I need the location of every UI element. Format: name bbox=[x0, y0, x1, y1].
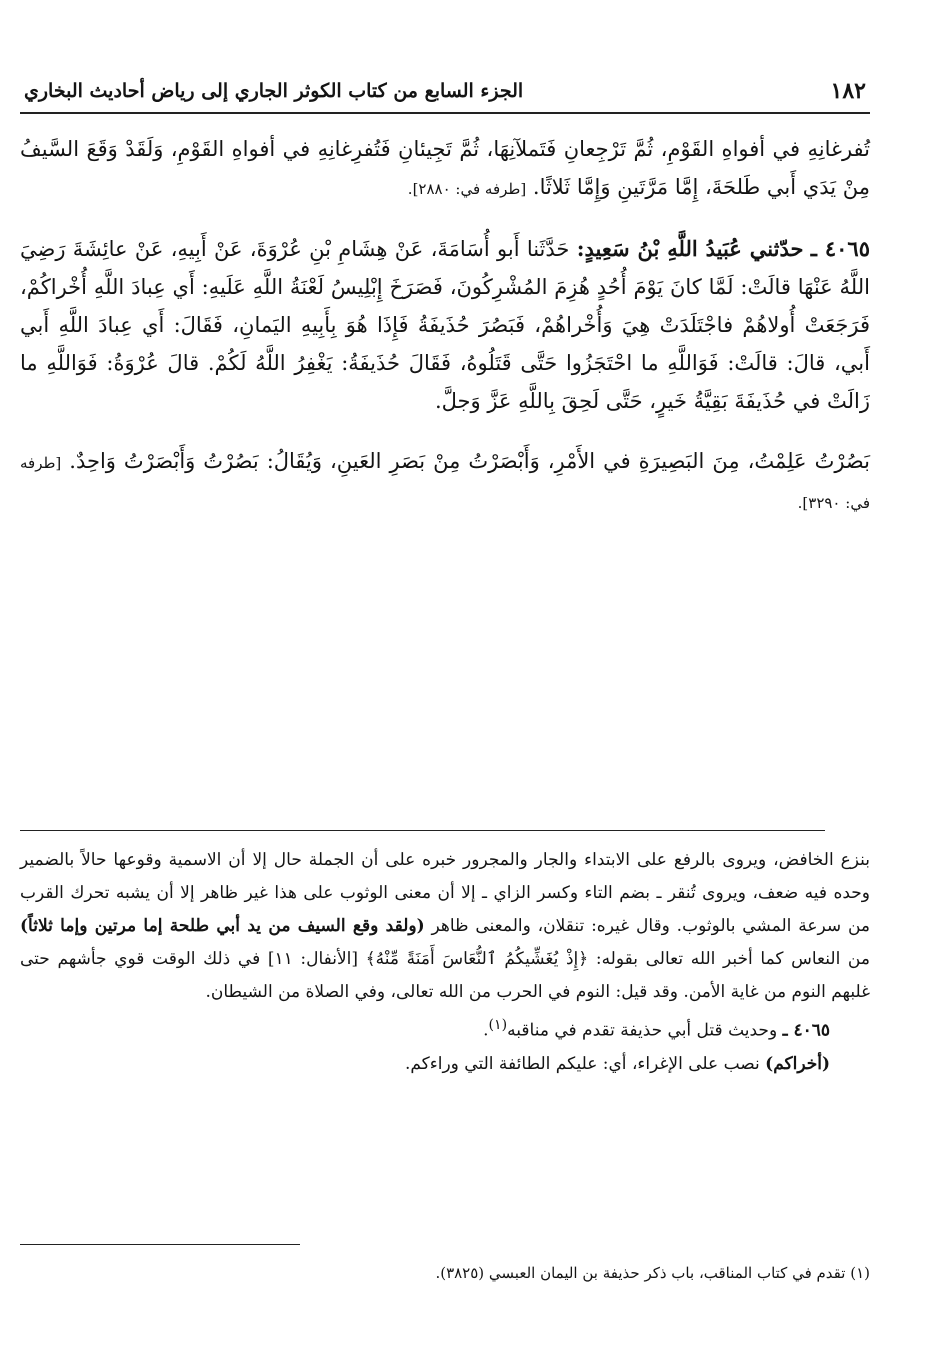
footnote-text: (١) تقدم في كتاب المناقب، باب ذكر حذيفة بن اليمان العبسي (٣٨٢٥). bbox=[435, 1264, 870, 1282]
hadith-text: حَدَّثَنا أَبو أُسَامَةَ، عَنْ هِشَامِ بْنِ عُرْوَةَ، عَنْ أَبِيهِ، عَنْ عائِشَةَ رَضِيَ اللَّهُ عَنْهَا قالَتْ: لَمَّا كانَ يَوْمَ أُحُدٍ هُزِمَ المُشْرِكُونَ، فَصَرَخَ إِبْلِيسُ لَعْنَةُ اللَّهِ عَلَيهِ: أَي عِبادَ اللَّهِ أُخْراكُمْ، فَرَجَعَتْ أُولاهُمْ فاجْتَلَدَتْ هِيَ وَأُخْراهُمْ، فَبَصُرَ حُذَيفَةُ فَإِذَا هُوَ بِأَبِيهِ اليَمانِ، فَقَالَ: أَي عِبادَ اللَّهِ أَبي أَبي، قالَ: قالَتْ: فَوَاللَّهِ ما احْتَجَزُوا حَتَّى قَتَلُوهُ، فَقَالَ حُذَيفَةُ: يَغْفِرُ اللَّهُ لَكُمْ. قالَ عُرْوَةُ: فَوَاللَّهِ ما زَالَتْ في حُذَيفَةَ بَقِيَّةُ خَيرٍ، حَتَّى لَحِقَ بِاللَّهِ عَزَّ وَجلَّ. bbox=[20, 237, 871, 413]
cross-reference: [طرفه في: ٢٨٨٠]. bbox=[407, 180, 527, 198]
commentary-text: وحديث قتل أبي حذيفة تقدم في مناقبه bbox=[507, 1020, 778, 1041]
explanation-paragraph bbox=[20, 442, 870, 522]
commentary-quote: (ولقد وقع السيف من يد أبي طلحة إما مرتين وإما ثلاثاً) bbox=[20, 916, 425, 936]
commentary-paragraph bbox=[20, 1048, 870, 1081]
footnote-divider bbox=[20, 1244, 300, 1245]
page-header bbox=[20, 70, 870, 114]
footnote bbox=[20, 1260, 870, 1286]
paragraph-text: تُفرغانِهِ في أفواهِ القَوْمِ، ثُمَّ تَرْجِعانِ فَتَملآنِهَا، ثُمَّ تَجِيئانِ فَتُفرِغانِهِ في أفواهِ القَوْمِ، وَلَقَدْ وَقَعَ السَّيفُ مِنْ يَدَي أَبي طَلحَةَ، إِمَّا مَرَّتَينِ وَإِمَّا ثَلاثًا. bbox=[20, 137, 870, 199]
commentary-section bbox=[20, 844, 870, 1081]
hadith-paragraph bbox=[20, 230, 870, 420]
commentary-text: من النعاس كما أخبر الله تعالى بقوله: ﴿إِذْ يُغَشِّيكُمُ ٱلنُّعَاسَ أَمَنَةً مِّنْهُ﴾ [الأنفال: ١١] في ذلك الوقت قوي جأشهم حتى غلبهم النوم من غاية الأمن. وقد قيل: النوم في الحرب من الله تعالى، وفي الصلاة من الشيطان. bbox=[20, 949, 870, 1002]
explanation-text: بَصُرْتُ عَلِمْتُ، مِنَ البَصِيرَةِ في الأَمْرِ، وَأَبْصَرْتُ مِنْ بَصَرِ العَينِ، وَيُقَالُ: بَصُرْتُ وَأَبْصَرْتُ وَاحِدٌ. bbox=[69, 449, 870, 473]
commentary-paragraph bbox=[20, 844, 870, 1009]
running-title: الجزء السابع من كتاب الكوثر الجاري إلى رياض أحاديث البخاري bbox=[24, 80, 524, 102]
main-text bbox=[20, 130, 870, 544]
page-number: ١٨٢ bbox=[830, 78, 866, 104]
book-page bbox=[20, 70, 870, 1340]
commentary-text: بنزع الخافض، ويروى بالرفع على الابتداء والجار والمجرور خبره على أن الجملة حال إلا أن الاسمية وقوعها حالاً بالضمير وحده فيه ضعف، ويروى تُنقر ـ بضم التاء وكسر الزاي ـ إلا أن معنى الوثوب على هذا غير ظاهر إلا أن يشبه تحرك القرب من سرعة المشي بالوثوب. وقال غيره: تنقلان، والمعنى ظاهر bbox=[20, 850, 870, 936]
hadith-narrator: حدّثني عُبَيدُ اللَّهِ بْنُ سَعِيدٍ: bbox=[576, 236, 804, 261]
commentary-divider bbox=[20, 830, 825, 831]
hadith-number: ٤٠٦٥ ـ bbox=[810, 236, 870, 261]
footnote-marker: (١) bbox=[488, 1017, 508, 1033]
commentary-paragraph: ٤٠٦٥ ـ وحديث قتل أبي حذيفة تقدم في مناقبه$^{(١)}$. bbox=[483, 1017, 830, 1041]
commentary-text: نصب على الإغراء، أي: عليكم الطائفة التي وراءكم. bbox=[404, 1053, 760, 1074]
cross-reference: [طرفه في: ٣٢٩٠]. bbox=[20, 454, 870, 512]
hadith-number: ٤٠٦٥ ـ bbox=[782, 1020, 830, 1041]
commentary-quote: (أخراكم) bbox=[765, 1053, 830, 1074]
paragraph-continuation bbox=[20, 130, 870, 208]
